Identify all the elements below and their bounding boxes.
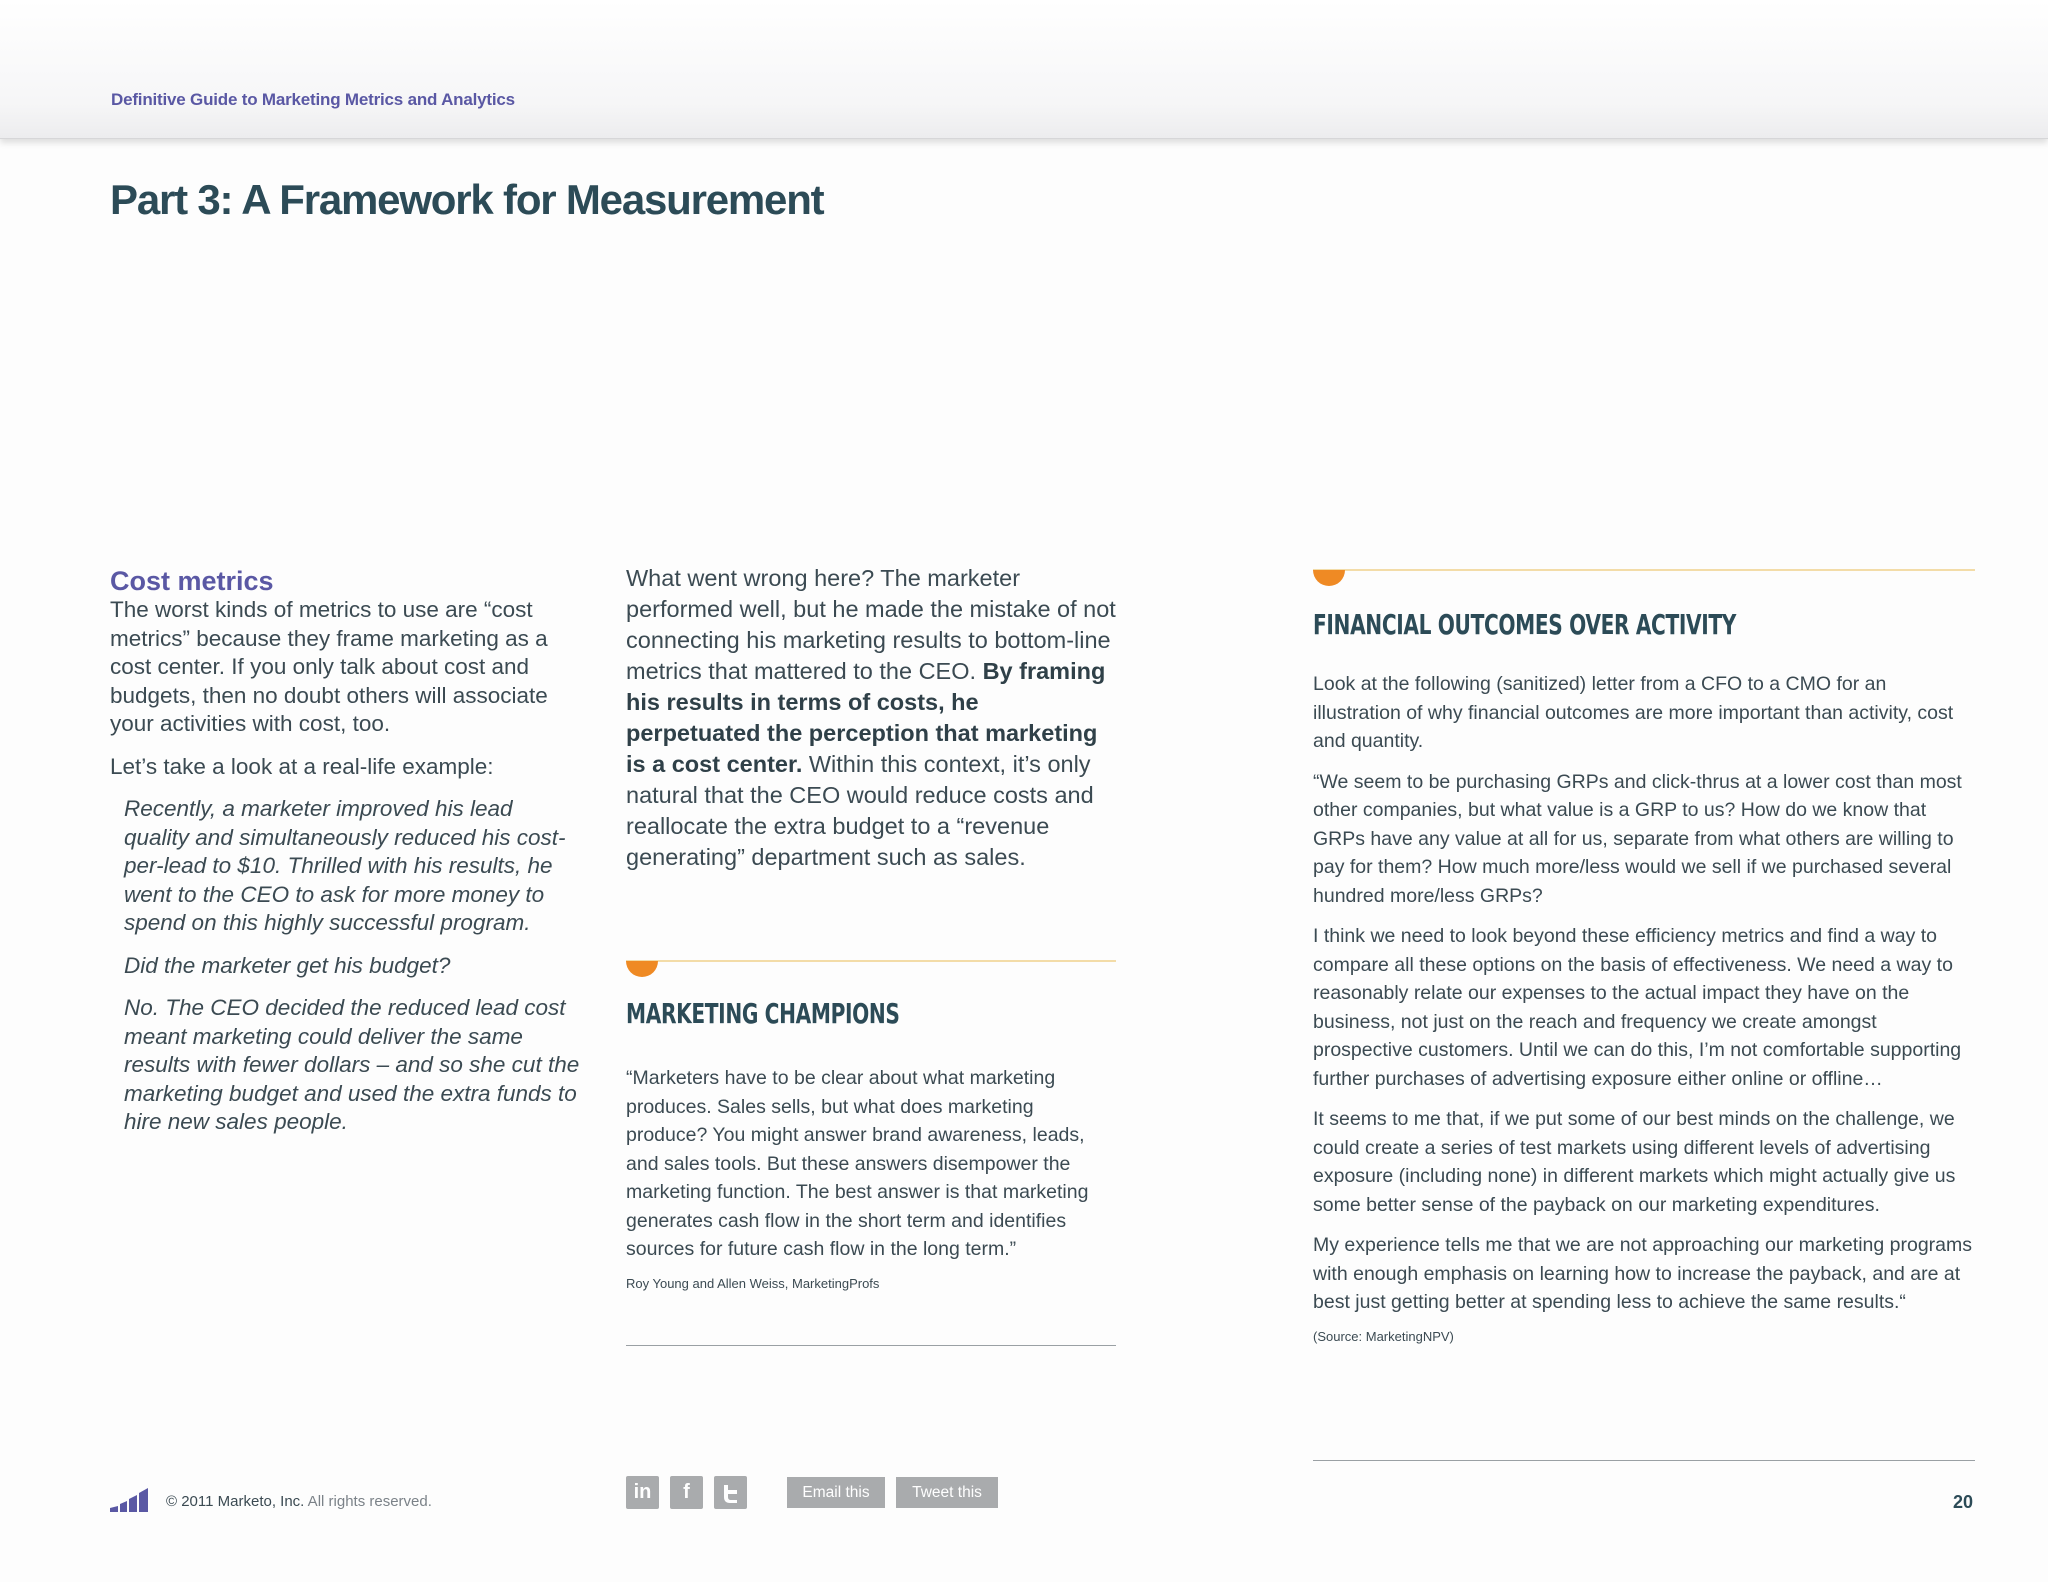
example-paragraph: Recently, a marketer improved his lead quality and simultaneously reduced his cost-per-lead to $10. Thrilled with his results, he went to the CEO to ask for more money to spend on this highly successful program. [124, 796, 566, 935]
example-answer: No. The CEO decided the reduced lead cost meant marketing could deliver the same results with fewer dollars – and so she cut the marketing budget and used the extra funds to hire new sales people. [124, 995, 580, 1134]
champions-body [626, 1064, 1096, 1291]
financial-orange-dot [1313, 570, 1345, 586]
example-lead-in: Let’s take a look at a real-life example: [110, 753, 494, 779]
letter-paragraph-3: It seems to me that, if we put some of our best minds on the challenge, we could create a series of test markets using different levels of advertising exposure (including none) in different markets which might actually give us some better sense of the payback on our marketing expenditures. [1313, 1108, 1956, 1216]
champions-orange-dot [626, 961, 658, 977]
champions-bottom-rule [626, 1345, 1116, 1346]
cost-metrics-intro: The worst kinds of metrics to use are “cost metrics” because they frame marketing as a cost center. If you only talk about cost and budgets, then no doubt others will associate your activities with cost, too. [110, 597, 548, 736]
champions-heading: MARKETING CHAMPIONS [626, 997, 900, 1030]
champions-quote: “Marketers have to be clear about what marketing produces. Sales sells, but what does marketing produce? You might answer brand awareness, leads, and sales tools. But these answers disempower the marketing function. The best answer is that marketing generates cash flow in the short term and identifies sources for future cash flow in the long term.” [626, 1067, 1089, 1260]
email-this-button[interactable]: Email this [787, 1477, 885, 1508]
copyright-main: © 2011 Marketo, Inc. [166, 1493, 305, 1510]
champions-top-rule [626, 960, 1116, 962]
analysis-paragraph [626, 563, 1116, 873]
financial-intro: Look at the following (sanitized) letter from a CFO to a CMO for an illustration of why financial outcomes are more important than activity, cost and quantity. [1313, 673, 1954, 752]
copyright-text [166, 1493, 432, 1510]
facebook-icon[interactable]: f [670, 1476, 703, 1509]
cost-metrics-column [110, 566, 580, 1151]
financial-body [1313, 670, 1978, 1344]
marketo-logo [110, 1488, 150, 1514]
letter-paragraph-1: “We seem to be purchasing GRPs and click-thrus at a lower cost than most other companies, but what value is a GRP to us? How do we know that GRPs have any value at all for us, separate from what others are willing to pay for them? How much more/less would we sell if we purchased several hundred more/less GRPs? [1313, 770, 1962, 907]
financial-top-rule [1313, 569, 1975, 571]
letter-paragraph-2: I think we need to look beyond these efficiency metrics and find a way to compare all these options on the basis of effectiveness. We need a way to reasonably relate our expenses to the actual impact they have on the business, not just on the reach and frequency we create amongst prospective customers. Until we can do this, I’m not comfortable supporting further purchases of advertising exposure either online or offline… [1313, 925, 1962, 1090]
analysis-text-2: Within this context, it’s only natural that the CEO would reduce costs and reallocate the extra budget to a “revenue generating” department such as sales. [626, 751, 1094, 870]
copyright-rest: All rights reserved. [304, 1493, 432, 1510]
financial-heading: FINANCIAL OUTCOMES OVER ACTIVITY [1313, 608, 1737, 641]
page-title: Part 3: A Framework for Measurement [110, 176, 824, 223]
analysis-column [626, 563, 1116, 873]
linkedin-icon[interactable]: in [626, 1476, 659, 1509]
header-bar [0, 0, 2048, 139]
tweet-this-button[interactable]: Tweet this [896, 1477, 998, 1508]
financial-bottom-rule [1313, 1460, 1975, 1461]
cost-metrics-heading: Cost metrics [110, 566, 274, 596]
example-question: Did the marketer get his budget? [124, 952, 451, 978]
analysis-bold-text: By framing his results in terms of costs, he perpetuated the perception that marketing is a cost center. [626, 658, 1106, 777]
document-title: Definitive Guide to Marketing Metrics and Analytics [111, 90, 515, 109]
page-number: 20 [1953, 1492, 1974, 1512]
twitter-glyph [720, 1482, 742, 1504]
twitter-icon[interactable] [714, 1476, 747, 1509]
letter-paragraph-4: My experience tells me that we are not approaching our marketing programs with enough emphasis on learning how to increase the payback, and are at best just getting better at spending less to achieve the same results.“ [1313, 1234, 1972, 1313]
financial-source: (Source: MarketingNPV) [1313, 1328, 1454, 1344]
analysis-text-1: What went wrong here? The marketer performed well, but he made the mistake of not connecting his marketing results to bottom-line metrics that mattered to the CEO. [626, 565, 1116, 684]
champions-attribution: Roy Young and Allen Weiss, MarketingProfs [626, 1275, 880, 1291]
